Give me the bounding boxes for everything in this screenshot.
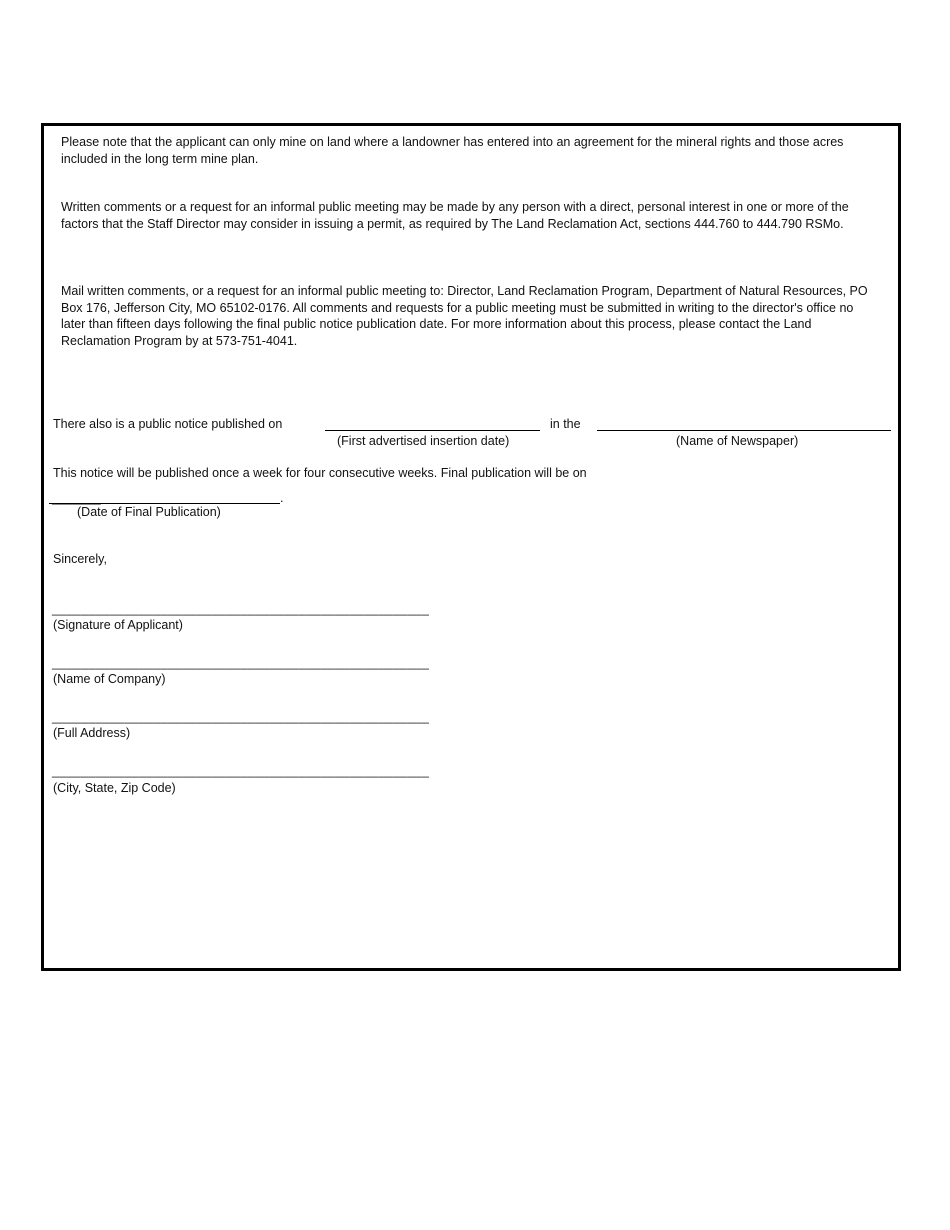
company-name-line[interactable]: ____________________________________________________ (52, 656, 430, 670)
final-date-period: . (280, 491, 284, 505)
newspaper-name-field[interactable] (597, 430, 891, 431)
mail-comments-paragraph: Mail written comments, or a request for an informal public meeting to: Director, Land Reclamation Program, Department of Natural Resources, PO Box 176, Jefferson City, MO 65102-0176. All comments and requests for a public meeting must be submitted in writing to the director's office no later than fifteen days following the final public notice publication date. For more information about this process, please contact the Land Reclamation Program by at 573-751-4041. (61, 284, 868, 348)
full-address-caption: (Full Address) (53, 726, 131, 740)
newspaper-caption: (Name of Newspaper) (676, 434, 799, 448)
weekly-publication-text: This notice will be published once a week for four consecutive weeks. Final publication will be on (53, 466, 587, 480)
city-state-zip-caption: (City, State, Zip Code) (53, 781, 176, 795)
closing-salutation: Sincerely, (53, 552, 107, 566)
signature-caption: (Signature of Applicant) (53, 618, 183, 632)
insertion-date-field[interactable] (325, 430, 540, 431)
in-the-label: in the (550, 417, 581, 431)
public-notice-prefix: There also is a public notice published on (53, 417, 283, 431)
full-address-line[interactable]: ____________________________________________________ (52, 710, 430, 724)
final-date-caption: (Date of Final Publication) (77, 505, 221, 519)
notice-border-frame (41, 123, 901, 971)
mineral-rights-paragraph: Please note that the applicant can only mine on land where a landowner has entered into an agreement for the mineral rights and those acres included in the long term mine plan. (61, 135, 844, 166)
comments-paragraph: Written comments or a request for an informal public meeting may be made by any person with a direct, personal interest in one or more of the factors that the Staff Director may consider in issuing a permit, as required by The Land Reclamation Act, sections 444.760 to 444.790 RSMo. (61, 200, 849, 231)
insertion-date-caption: (First advertised insertion date) (337, 434, 510, 448)
final-date-prefix: _______ (52, 491, 101, 505)
city-state-zip-line[interactable]: ____________________________________________________ (52, 764, 430, 778)
signature-line[interactable]: ____________________________________________________ (52, 602, 430, 616)
company-name-caption: (Name of Company) (53, 672, 166, 686)
